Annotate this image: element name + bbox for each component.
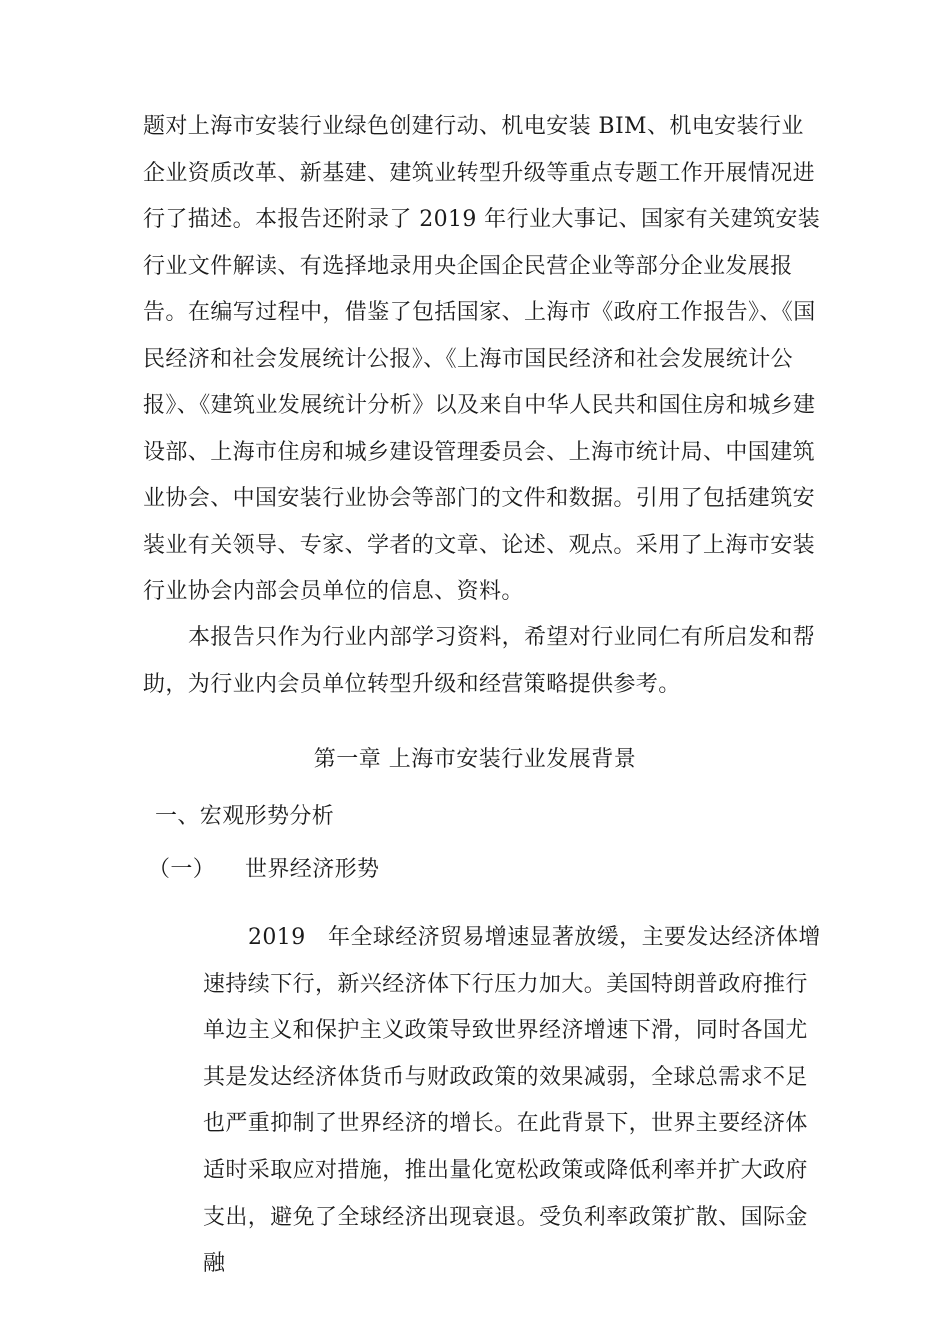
sources-paragraph: 在编写过程中，借鉴了包括国家、上海市《政府工作报告》、《国民经济和社会发展统计公报》、《上海市国民经济和社会发展统计公报》、《建筑业发展统计分析》以及来自中华人民共和国住房和城乡建设部、上海市住房和城乡建设管理委员会、上海市统计局、中国建筑业协会、中国安装行业协会等部门的文件和数据。引用了包括建筑安装业有关领导、专家、学者的文章、论述、观点。采用了上海市安装行业协会内部会员单位的信息、资料。 — [143, 300, 816, 604]
purpose-paragraph: 本报告只作为行业内部学习资料，希望对行业同仁有所启发和帮助，为行业内会员单位转型升级和经营策略提供参考。 — [143, 625, 816, 697]
chapter-title: 第一章 上海市安装行业发展背景 — [313, 747, 637, 772]
intro-paragraph-continuation: 题对上海市安装行业绿色创建行动、机电安装 BIM、机电安装行业企业资质改革、新基建、建筑业转型升级等重点专题工作开展情况进行了描述。本报告还附录了 2019 年行业大事记、国家有关建筑安装行业文件解读、有选择地录用央企国企民营企业等部分企业发展报告。 — [143, 114, 821, 325]
world-economy-paragraph: 2019 年全球经济贸易增速显著放缓，主要发达经济体增速持续下行，新兴经济体下行压力加大。美国特朗普政府推行单边主义和保护主义政策导致世界经济增速下滑，同时各国尤其是发达经济体货币与财政政策的效果减弱，全球总需求不足也严重抑制了世界经济的增长。在此背景下，世界主要经济体适时采取应对措施，推出量化宽松政策或降低利率并扩大政府支出，避免了全球经济出现衰退。受负利率政策扩散、国际金融 — [203, 925, 821, 1277]
subsection-title: 世界经济形势 — [245, 857, 380, 882]
section-heading: 一、宏观形势分析 — [155, 804, 335, 829]
subsection-heading — [148, 850, 379, 890]
subsection-number: （一） — [148, 857, 216, 882]
